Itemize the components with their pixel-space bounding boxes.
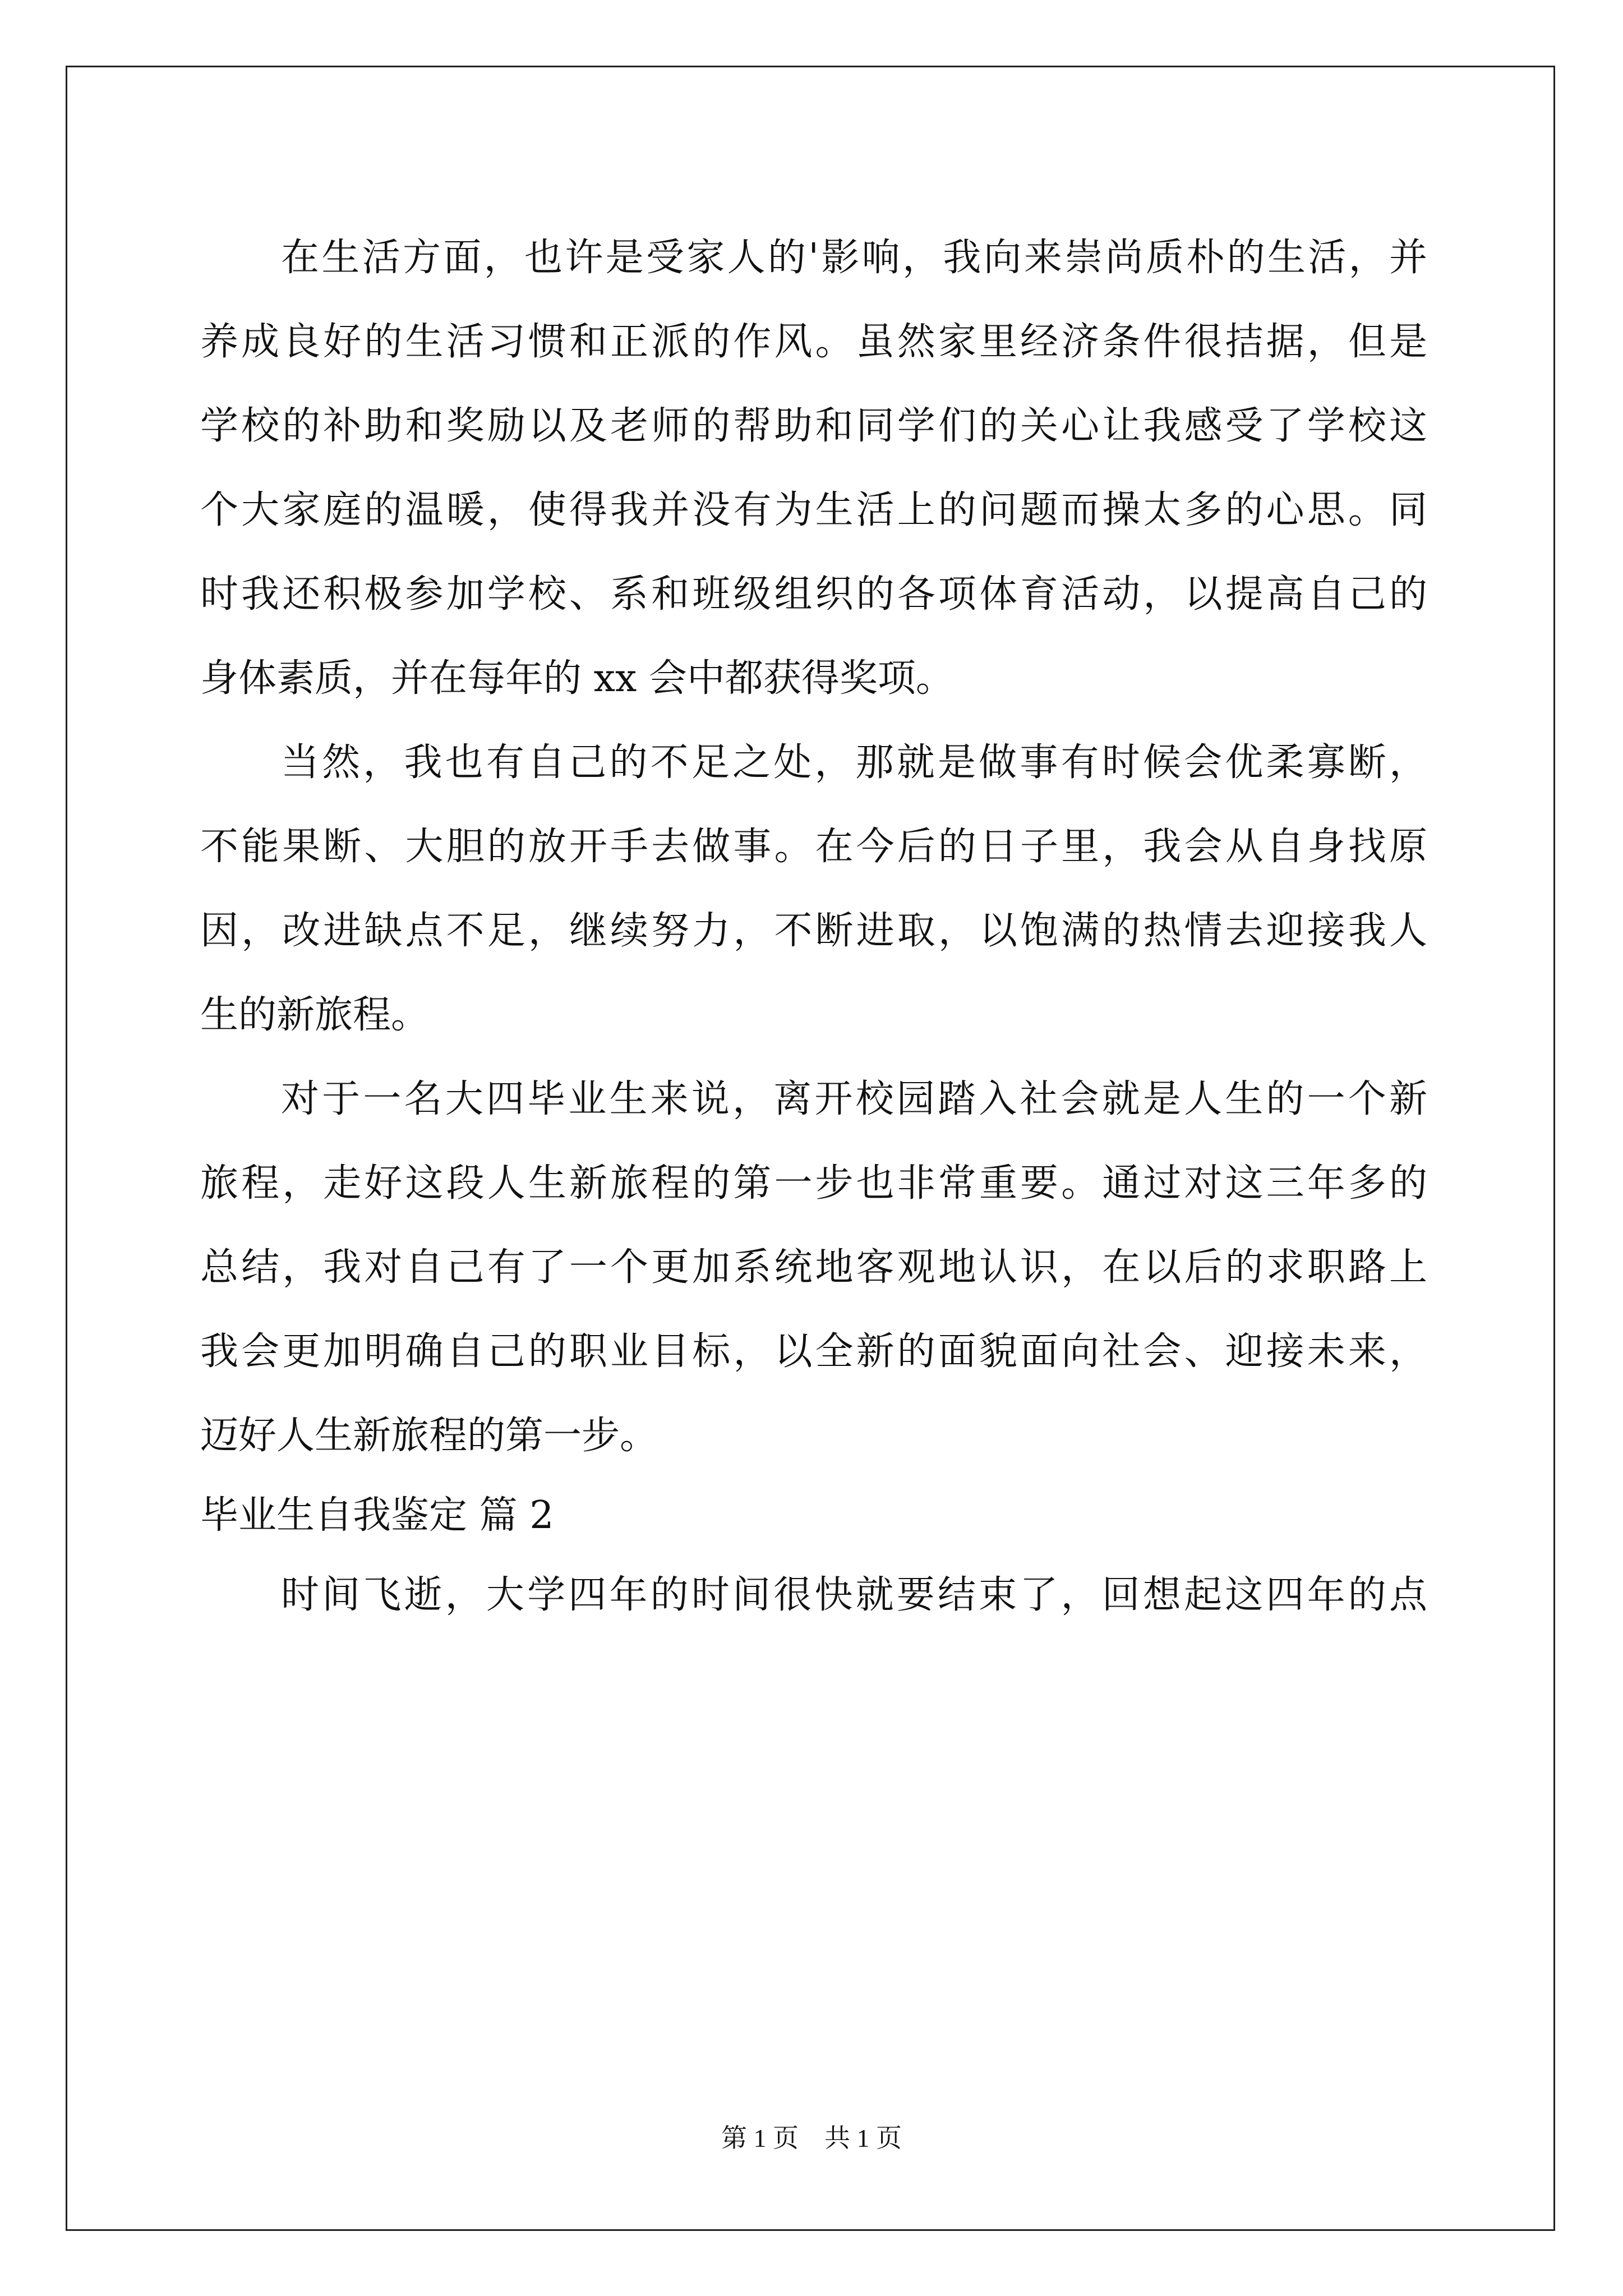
text-line: 学校的补助和奖励以及老师的帮助和同学们的关心让我感受了学校这 [200,404,1427,448]
text-line: 不能果断、大胆的放开手去做事。在今后的日子里，我会从自身找原 [200,825,1427,869]
page-footer: 第 1 页 共 1 页 [721,2124,902,2152]
text-line: 对于一名大四毕业生来说，离开校园踏入社会就是人生的一个新 [281,1077,1427,1121]
paragraph-4 [200,1553,1427,1637]
text-line: 养成良好的生活习惯和正派的作风。虽然家里经济条件很拮据，但是 [200,320,1427,364]
text-line: 个大家庭的温暖，使得我并没有为生活上的问题而操太多的心思。同 [200,488,1427,532]
text-line: 时间飞逝，大学四年的时间很快就要结束了，回想起这四年的点 [281,1573,1427,1617]
text-line: 生的新旅程。 [200,993,430,1037]
text-line: 在生活方面，也许是受家人的'影响，我向来崇尚质朴的生活，并 [281,236,1427,280]
text-line: 迈好人生新旅程的第一步。 [200,1414,658,1458]
text-line: 当然，我也有自己的不足之处，那就是做事有时候会优柔寡断， [281,740,1427,785]
section-heading: 毕业生自我鉴定 篇 2 [200,1493,554,1538]
text-line: 身体素质，并在每年的 xx 会中都获得奖项。 [200,656,954,701]
paragraph-1 [200,216,1427,721]
document-body [200,216,1427,1637]
paragraph-3 [200,1057,1427,1478]
text-line: 因，改进缺点不足，继续努力，不断进取，以饱满的热情去迎接我人 [200,909,1427,953]
paragraph-2 [200,721,1427,1057]
text-line: 我会更加明确自己的职业目标，以全新的面貌面向社会、迎接未来， [200,1329,1427,1374]
text-line: 旅程，走好这段人生新旅程的第一步也非常重要。通过对这三年多的 [200,1161,1427,1205]
text-line: 时我还积极参加学校、系和班级组织的各项体育活动，以提高自己的 [200,572,1427,616]
text-line: 总结，我对自己有了一个更加系统地客观地认识，在以后的求职路上 [200,1245,1427,1290]
